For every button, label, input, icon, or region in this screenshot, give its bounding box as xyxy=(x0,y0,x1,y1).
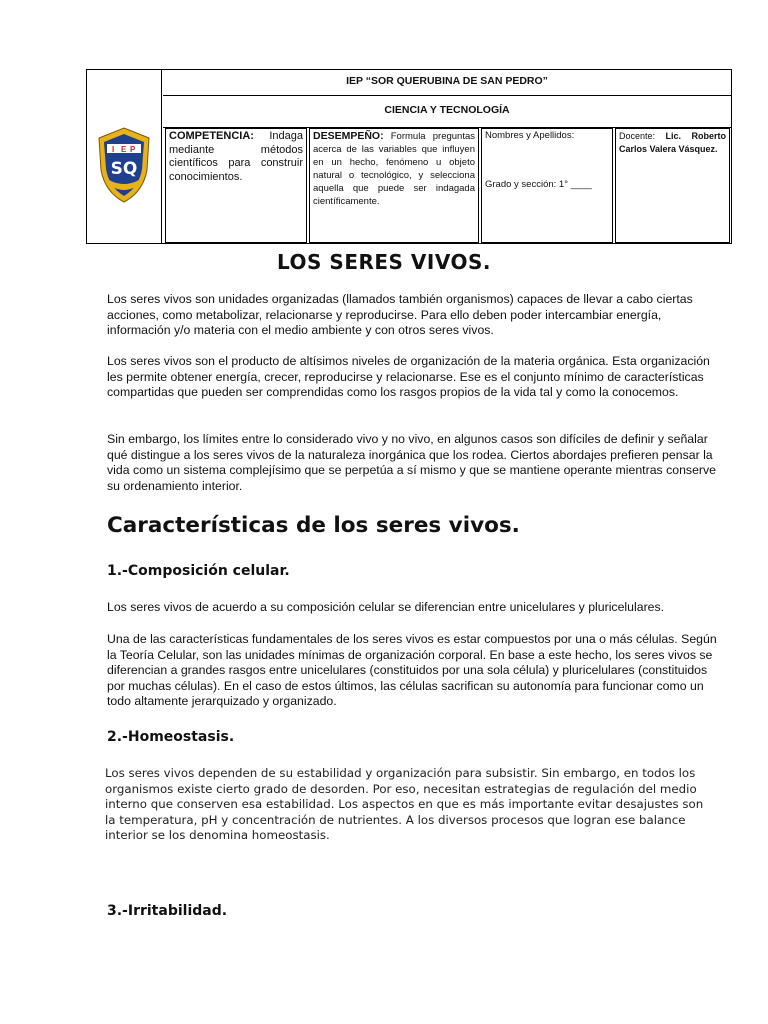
school-name: IEP “SOR QUERUBINA DE SAN PEDRO” xyxy=(163,70,731,96)
logo-letters: SQ xyxy=(110,159,138,179)
logo-letter-e: E xyxy=(121,145,127,154)
paragraph-limits: Sin embargo, los límites entre lo considerado vivo y no vivo, en algunos casos son difíciles de definir y señalar qué distingue a los seres vivos de la naturaleza inorgánica que los rodea. Ciertos abordajes prefieren pensar la vida como un sistema complejísimo que se perpetúa a sí mismo y que se mantiene operante mientras conserve su ordenamiento interior. xyxy=(107,432,716,493)
paragraph-organization: Los seres vivos son el producto de altísimos niveles de organización de la materia orgánica. Esta organización les permite obtener energía, crecer, reproducirse y relacionarse. Ese es el conjunto mínimo de características compartidas que pueden ser comprendidas como los rasgos propios de la vida tal y como la conocemos. xyxy=(107,354,710,400)
logo-letter-p: P xyxy=(130,145,136,154)
desempeno-label: DESEMPEÑO: xyxy=(313,130,384,142)
paragraph-homeostasis: Los seres vivos dependen de su estabilidad y organización para subsistir. Sin embargo, en todos los organismos existe cierto grado de desorden. Por eso, necesitan estrategias de regulación del medio interno que conserven esa estabilidad. Los aspectos en que es más importante evitar desajustes son la temperatura, pH y concentración de nutrientes. A los diversos procesos que logran ese balance interior se los denomina homeostasis. xyxy=(105,766,704,843)
nombres-label: Nombres y Apellidos: xyxy=(485,130,575,141)
paragraph-composicion-intro: Los seres vivos de acuerdo a su composición celular se diferencian entre unicelulares y pluricelulares. xyxy=(107,600,665,614)
heading-homeostasis: 2.-Homeostasis. xyxy=(107,729,235,745)
desempeno-text: Formula preguntas acerca de las variables que influyen en un hecho, fenómeno u objeto natural o tecnológico, y selecciona aquella que puede ser indagada científicamente. xyxy=(313,131,475,207)
logo-cell xyxy=(87,70,162,243)
docente-label: Docente: xyxy=(619,131,656,141)
competencia-cell xyxy=(165,128,307,243)
header-table xyxy=(86,69,732,244)
grado-label: Grado y sección: 1° ____ xyxy=(485,179,592,190)
competencia-text: Indaga mediante métodos científicos para construir conocimientos. xyxy=(169,130,303,183)
logo-letter-i: I xyxy=(112,145,115,154)
desempeno-cell xyxy=(309,128,479,243)
competencia-label: COMPETENCIA: xyxy=(169,130,254,142)
heading-caracteristicas: Características de los seres vivos. xyxy=(107,513,520,538)
docente-name: Lic. Roberto Carlos Valera Vásquez. xyxy=(619,131,726,154)
paragraph-intro: Los seres vivos son unidades organizadas (llamados también organismos) capaces de llevar a cabo ciertas acciones, como metabolizar, relacionarse y reproducirse. Para ello deben poder intercambiar energía, información y/o materia con el medio ambiente y con otros seres vivos. xyxy=(107,292,693,338)
heading-irritabilidad: 3.-Irritabilidad. xyxy=(107,903,228,919)
heading-composicion: 1.-Composición celular. xyxy=(107,563,290,579)
page-title: LOS SERES VIVOS. xyxy=(277,250,491,274)
school-shield-logo xyxy=(87,70,162,243)
subject-name: CIENCIA Y TECNOLOGÍA xyxy=(163,96,731,128)
student-info-cell xyxy=(481,128,613,243)
paragraph-composicion-detail: Una de las características fundamentales de los seres vivos es estar compuestos por una o más células. Según la Teoría Celular, son las unidades mínimas de organización corporal. En base a este hecho, los seres vivos se diferencian a grandes rasgos entre unicelulares (constituidos por una sola célula) y pluricelulares (constituidos por muchas células). En el caso de estos últimos, las células sacrifican su autonomía para funcionar como un todo altamente jerarquizado y organizado. xyxy=(107,632,717,709)
docente-cell xyxy=(615,128,730,243)
